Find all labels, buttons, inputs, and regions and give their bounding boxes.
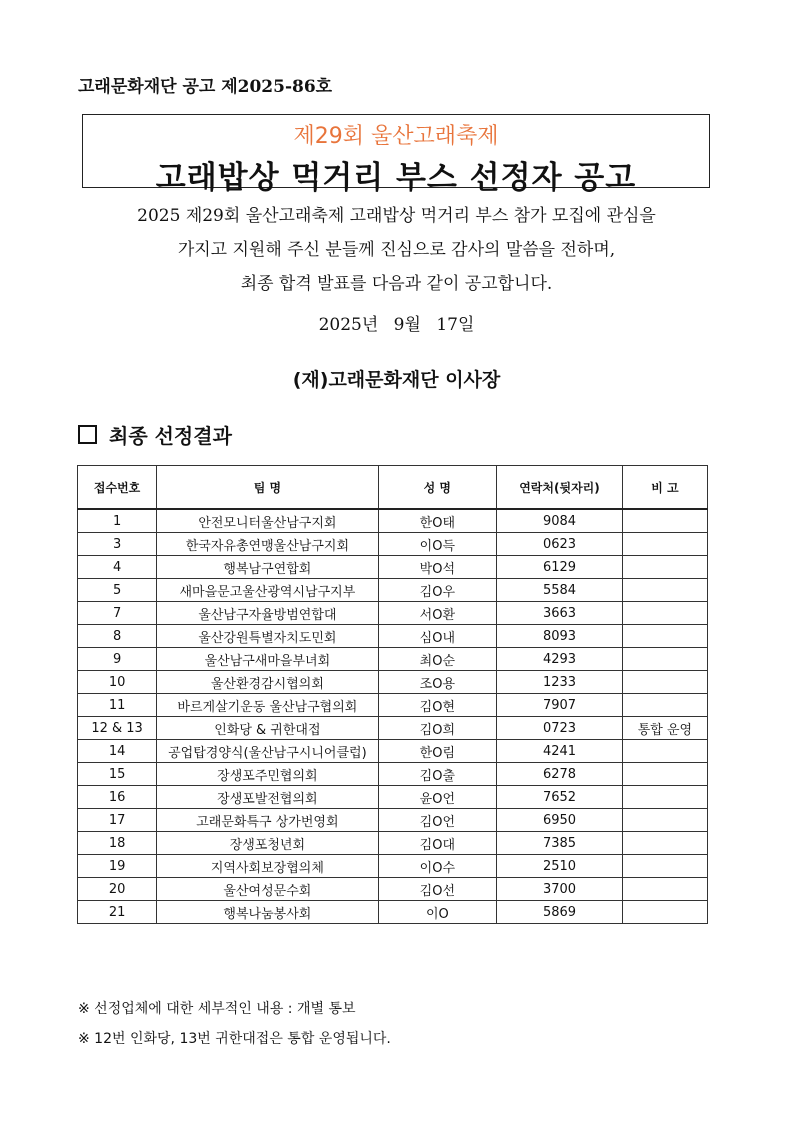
- intro-line: 2025 제29회 울산고래축제 고래밥상 먹거리 부스 참가 모집에 관심을: [137, 206, 656, 226]
- cell-receipt-number: 12 & 13: [78, 717, 157, 740]
- cell-receipt-number: 15: [78, 763, 157, 786]
- table-row: [78, 694, 708, 717]
- cell-person-name: 최O순: [378, 648, 497, 671]
- issuer: (재)고래문화재단 이사장: [292, 369, 501, 391]
- cell-receipt-number: 21: [78, 901, 157, 924]
- cell-contact: 0723: [497, 717, 623, 740]
- intro-line: 가지고 지원해 주신 분들께 진심으로 감사의 말씀을 전하며,: [177, 240, 616, 260]
- cell-team-name: 공업탑경양식(울산남구시니어클럽): [157, 740, 378, 763]
- cell-contact: 3663: [497, 602, 623, 625]
- cell-receipt-number: 5: [78, 579, 157, 602]
- table-row: [78, 602, 708, 625]
- cell-team-name: 새마을문고울산광역시남구지부: [157, 579, 378, 602]
- cell-receipt-number: 3: [78, 533, 157, 556]
- cell-person-name: 이O득: [378, 533, 497, 556]
- cell-contact: 1233: [497, 671, 623, 694]
- cell-remarks: [622, 556, 707, 579]
- table-row: [78, 509, 708, 533]
- cell-remarks: [622, 763, 707, 786]
- table-row: [78, 763, 708, 786]
- cell-team-name: 울산남구새마을부녀회: [157, 648, 378, 671]
- cell-person-name: 한O태: [378, 509, 497, 533]
- cell-contact: 3700: [497, 878, 623, 901]
- cell-receipt-number: 4: [78, 556, 157, 579]
- cell-remarks: [622, 855, 707, 878]
- cell-receipt-number: 20: [78, 878, 157, 901]
- cell-remarks: [622, 602, 707, 625]
- intro-line: 최종 합격 발표를 다음과 같이 공고합니다.: [240, 274, 553, 294]
- cell-team-name: 바르게살기운동 울산남구협의회: [157, 694, 378, 717]
- cell-person-name: 조O용: [378, 671, 497, 694]
- table-body: [78, 509, 708, 924]
- header-person-name: 성 명: [378, 466, 497, 510]
- cell-contact: 6278: [497, 763, 623, 786]
- announcement-date: 2025년 9월 17일: [318, 315, 475, 335]
- table-row: [78, 556, 708, 579]
- cell-contact: 7907: [497, 694, 623, 717]
- cell-contact: 8093: [497, 625, 623, 648]
- cell-person-name: 김O희: [378, 717, 497, 740]
- header-remarks: 비 고: [622, 466, 707, 510]
- note-line: ※ 12번 인화당, 13번 귀한대접은 통합 운영됩니다.: [78, 1031, 391, 1047]
- cell-contact: 6950: [497, 809, 623, 832]
- cell-remarks: [622, 878, 707, 901]
- page-title: 고래밥상 먹거리 부스 선정자 공고: [155, 160, 637, 196]
- cell-contact: 2510: [497, 855, 623, 878]
- cell-team-name: 울산여성문수회: [157, 878, 378, 901]
- cell-receipt-number: 11: [78, 694, 157, 717]
- cell-remarks: [622, 832, 707, 855]
- cell-team-name: 인화당 & 귀한대접: [157, 717, 378, 740]
- cell-team-name: 장생포발전협의회: [157, 786, 378, 809]
- cell-person-name: 서O환: [378, 602, 497, 625]
- cell-contact: 5869: [497, 901, 623, 924]
- festival-subtitle: 제29회 울산고래축제: [293, 124, 499, 149]
- cell-remarks: 통합 운영: [622, 717, 707, 740]
- cell-contact: 6129: [497, 556, 623, 579]
- cell-team-name: 행복나눔봉사회: [157, 901, 378, 924]
- cell-team-name: 안전모니터울산남구지회: [157, 509, 378, 533]
- cell-contact: 9084: [497, 509, 623, 533]
- table-row: [78, 786, 708, 809]
- cell-team-name: 한국자유총연맹울산남구지회: [157, 533, 378, 556]
- cell-person-name: 박O석: [378, 556, 497, 579]
- cell-receipt-number: 14: [78, 740, 157, 763]
- cell-team-name: 장생포주민협의회: [157, 763, 378, 786]
- result-table: [77, 465, 708, 924]
- cell-remarks: [622, 740, 707, 763]
- cell-contact: 5584: [497, 579, 623, 602]
- cell-person-name: 김O대: [378, 832, 497, 855]
- table-row: [78, 648, 708, 671]
- note-line: ※ 선정업체에 대한 세부적인 내용 : 개별 통보: [78, 1001, 356, 1017]
- header-contact: 연락처(뒷자리): [497, 466, 623, 510]
- table-row: [78, 740, 708, 763]
- cell-person-name: 김O언: [378, 809, 497, 832]
- table-row: [78, 855, 708, 878]
- cell-person-name: 심O내: [378, 625, 497, 648]
- title-box: [82, 114, 710, 196]
- table-row: [78, 579, 708, 602]
- cell-remarks: [622, 625, 707, 648]
- cell-receipt-number: 19: [78, 855, 157, 878]
- table-row: [78, 901, 708, 924]
- cell-team-name: 울산남구자율방범연합대: [157, 602, 378, 625]
- cell-contact: 7385: [497, 832, 623, 855]
- cell-remarks: [622, 648, 707, 671]
- intro-paragraph: [60, 199, 733, 301]
- table-row: [78, 809, 708, 832]
- notice-number: 고래문화재단 공고 제2025-86호: [78, 77, 333, 97]
- cell-remarks: [622, 533, 707, 556]
- cell-remarks: [622, 509, 707, 533]
- table-header-row: [78, 466, 708, 510]
- cell-team-name: 행복남구연합회: [157, 556, 378, 579]
- cell-person-name: 윤O언: [378, 786, 497, 809]
- cell-team-name: 울산강원특별자치도민회: [157, 625, 378, 648]
- checkbox-icon: [78, 425, 97, 444]
- cell-contact: 4293: [497, 648, 623, 671]
- header-receipt-number: 접수번호: [78, 466, 157, 510]
- cell-team-name: 고래문화특구 상가번영회: [157, 809, 378, 832]
- cell-person-name: 김O선: [378, 878, 497, 901]
- notes: [78, 994, 391, 1054]
- cell-receipt-number: 7: [78, 602, 157, 625]
- cell-team-name: 울산환경감시협의회: [157, 671, 378, 694]
- cell-receipt-number: 18: [78, 832, 157, 855]
- header-team-name: 팀 명: [157, 466, 378, 510]
- table-row: [78, 625, 708, 648]
- section-heading: [78, 420, 232, 449]
- cell-receipt-number: 10: [78, 671, 157, 694]
- cell-remarks: [622, 694, 707, 717]
- cell-receipt-number: 17: [78, 809, 157, 832]
- cell-person-name: 이O수: [378, 855, 497, 878]
- cell-person-name: 한O림: [378, 740, 497, 763]
- cell-receipt-number: 9: [78, 648, 157, 671]
- cell-receipt-number: 1: [78, 509, 157, 533]
- cell-remarks: [622, 671, 707, 694]
- cell-remarks: [622, 579, 707, 602]
- cell-remarks: [622, 901, 707, 924]
- table-row: [78, 533, 708, 556]
- cell-contact: 0623: [497, 533, 623, 556]
- table-row: [78, 671, 708, 694]
- table-row: [78, 717, 708, 740]
- table-row: [78, 832, 708, 855]
- cell-person-name: 김O출: [378, 763, 497, 786]
- table-row: [78, 878, 708, 901]
- cell-person-name: 김O현: [378, 694, 497, 717]
- cell-remarks: [622, 786, 707, 809]
- cell-person-name: 김O우: [378, 579, 497, 602]
- cell-contact: 7652: [497, 786, 623, 809]
- cell-team-name: 지역사회보장협의체: [157, 855, 378, 878]
- cell-receipt-number: 16: [78, 786, 157, 809]
- cell-receipt-number: 8: [78, 625, 157, 648]
- section-title: 최종 선정결과: [109, 424, 232, 448]
- cell-contact: 4241: [497, 740, 623, 763]
- cell-team-name: 장생포청년회: [157, 832, 378, 855]
- cell-person-name: 이O: [378, 901, 497, 924]
- cell-remarks: [622, 809, 707, 832]
